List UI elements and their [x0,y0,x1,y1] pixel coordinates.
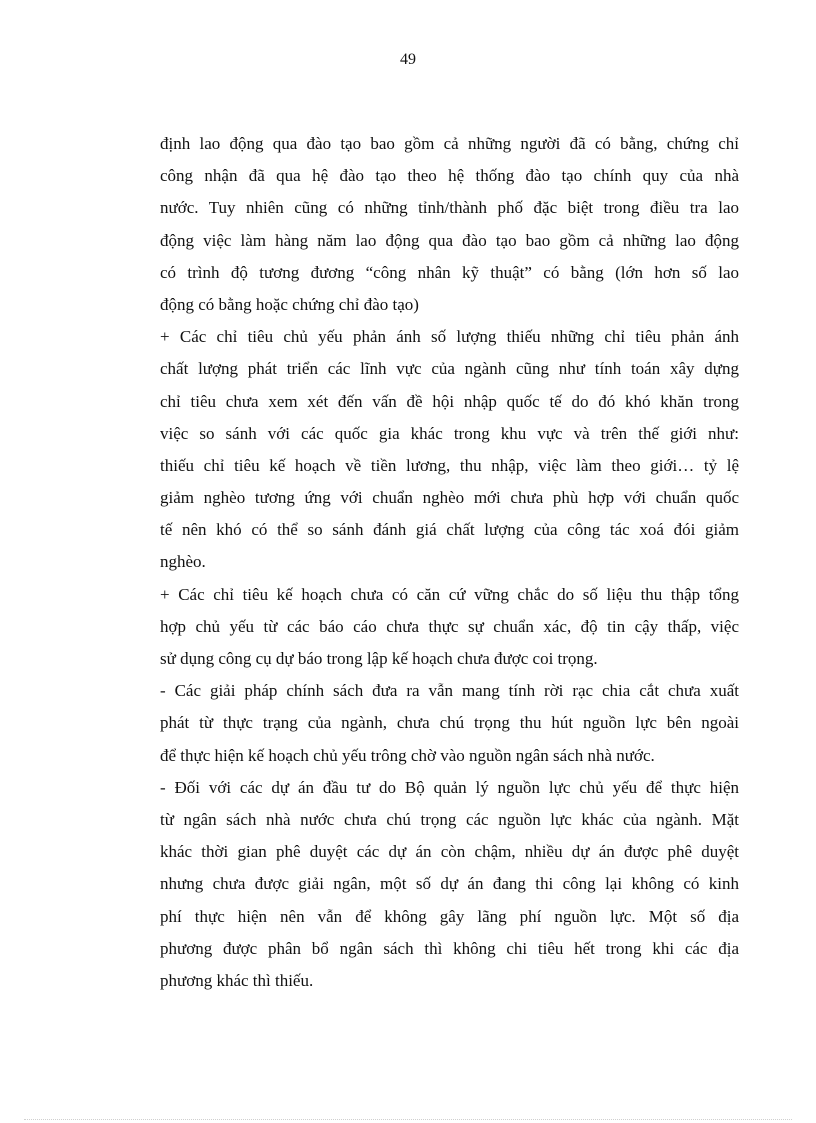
paragraph-policy-solutions [160,675,739,772]
page-bottom-divider [24,1119,792,1120]
text-line: chất lượng phát triển các lĩnh vực của ngành cũng như tính toán xây dựng [160,359,739,379]
text-line: nghèo. [160,552,206,572]
text-line: phương được phân bổ ngân sách thì không chi tiêu hết trong khi các địa [160,938,739,958]
paragraph-investment-projects [160,772,739,997]
text-line: tế nên khó có thể so sánh đánh giá chất lượng của công tác xoá đói giảm [160,520,739,540]
text-line: công nhận đã qua hệ đào tạo theo hệ thống đào tạo chính quy của nhà [160,166,739,186]
text-line: định lao động qua đào tạo bao gồm cả những người đã có bằng, chứng chỉ [160,134,739,153]
text-line: + Các chỉ tiêu kế hoạch chưa có căn cứ vững chắc do số liệu thu thập tổng [160,584,739,604]
text-line: - Các giải pháp chính sách đưa ra vẫn mang tính rời rạc chia cắt chưa xuất [160,681,739,701]
text-line: để thực hiện kế hoạch chủ yếu trông chờ vào nguồn ngân sách nhà nước. [160,745,655,765]
text-line: + Các chỉ tiêu chủ yếu phản ánh số lượng thiếu những chỉ tiêu phản ánh [160,327,739,347]
text-line: nhưng chưa được giải ngân, một số dự án đang thi công lại không có kinh [160,874,739,894]
text-line: nước. Tuy nhiên cũng có những tỉnh/thành phố đặc biệt trong điều tra lao [160,198,739,218]
text-line: việc so sánh với các quốc gia khác trong khu vực và trên thế giới như: [160,423,739,443]
text-line: phương khác thì thiếu. [160,970,314,990]
text-line: giảm nghèo tương ứng với chuẩn nghèo mới chưa phù hợp với chuẩn quốc [160,488,739,508]
page-number: 49 [400,51,416,68]
text-line: - Đối với các dự án đầu tư do Bộ quản lý nguồn lực chủ yếu để thực hiện [160,777,739,797]
text-line: phát từ thực trạng của ngành, chưa chú trọng thu hút nguồn lực bên ngoài [160,713,739,733]
paragraph-labor-training [160,128,739,321]
text-line: có trình độ tương đương “công nhân kỹ thuật” có bằng (lớn hơn số lao [160,262,739,282]
text-line: phí thực hiện nên vẫn để không gây lãng phí nguồn lực. Một số địa [160,906,739,926]
text-line: từ ngân sách nhà nước chưa chú trọng các nguồn lực khác của ngành. Mặt [160,809,739,829]
paragraph-indicator-quality [160,321,739,579]
text-line: thiếu chỉ tiêu kế hoạch về tiền lương, thu nhập, việc làm theo giới… tỷ lệ [160,455,739,475]
text-line: khác thời gian phê duyệt các dự án còn chậm, nhiều dự án được phê duyệt [160,842,739,862]
text-line: sử dụng công cụ dự báo trong lập kế hoạch chưa được coi trọng. [160,649,598,668]
text-line: động việc làm hàng năm lao động qua đào tạo bao gồm cả những lao động [160,230,739,250]
text-line: động có bằng hoặc chứng chỉ đào tạo) [160,294,419,314]
body-text [160,128,739,997]
paragraph-data-basis [160,579,739,676]
text-line: chỉ tiêu chưa xem xét đến vấn đề hội nhập quốc tế do đó khó khăn trong [160,391,739,411]
text-line: hợp chủ yếu từ các báo cáo chưa thực sự chuẩn xác, độ tin cậy thấp, việc [160,616,739,636]
